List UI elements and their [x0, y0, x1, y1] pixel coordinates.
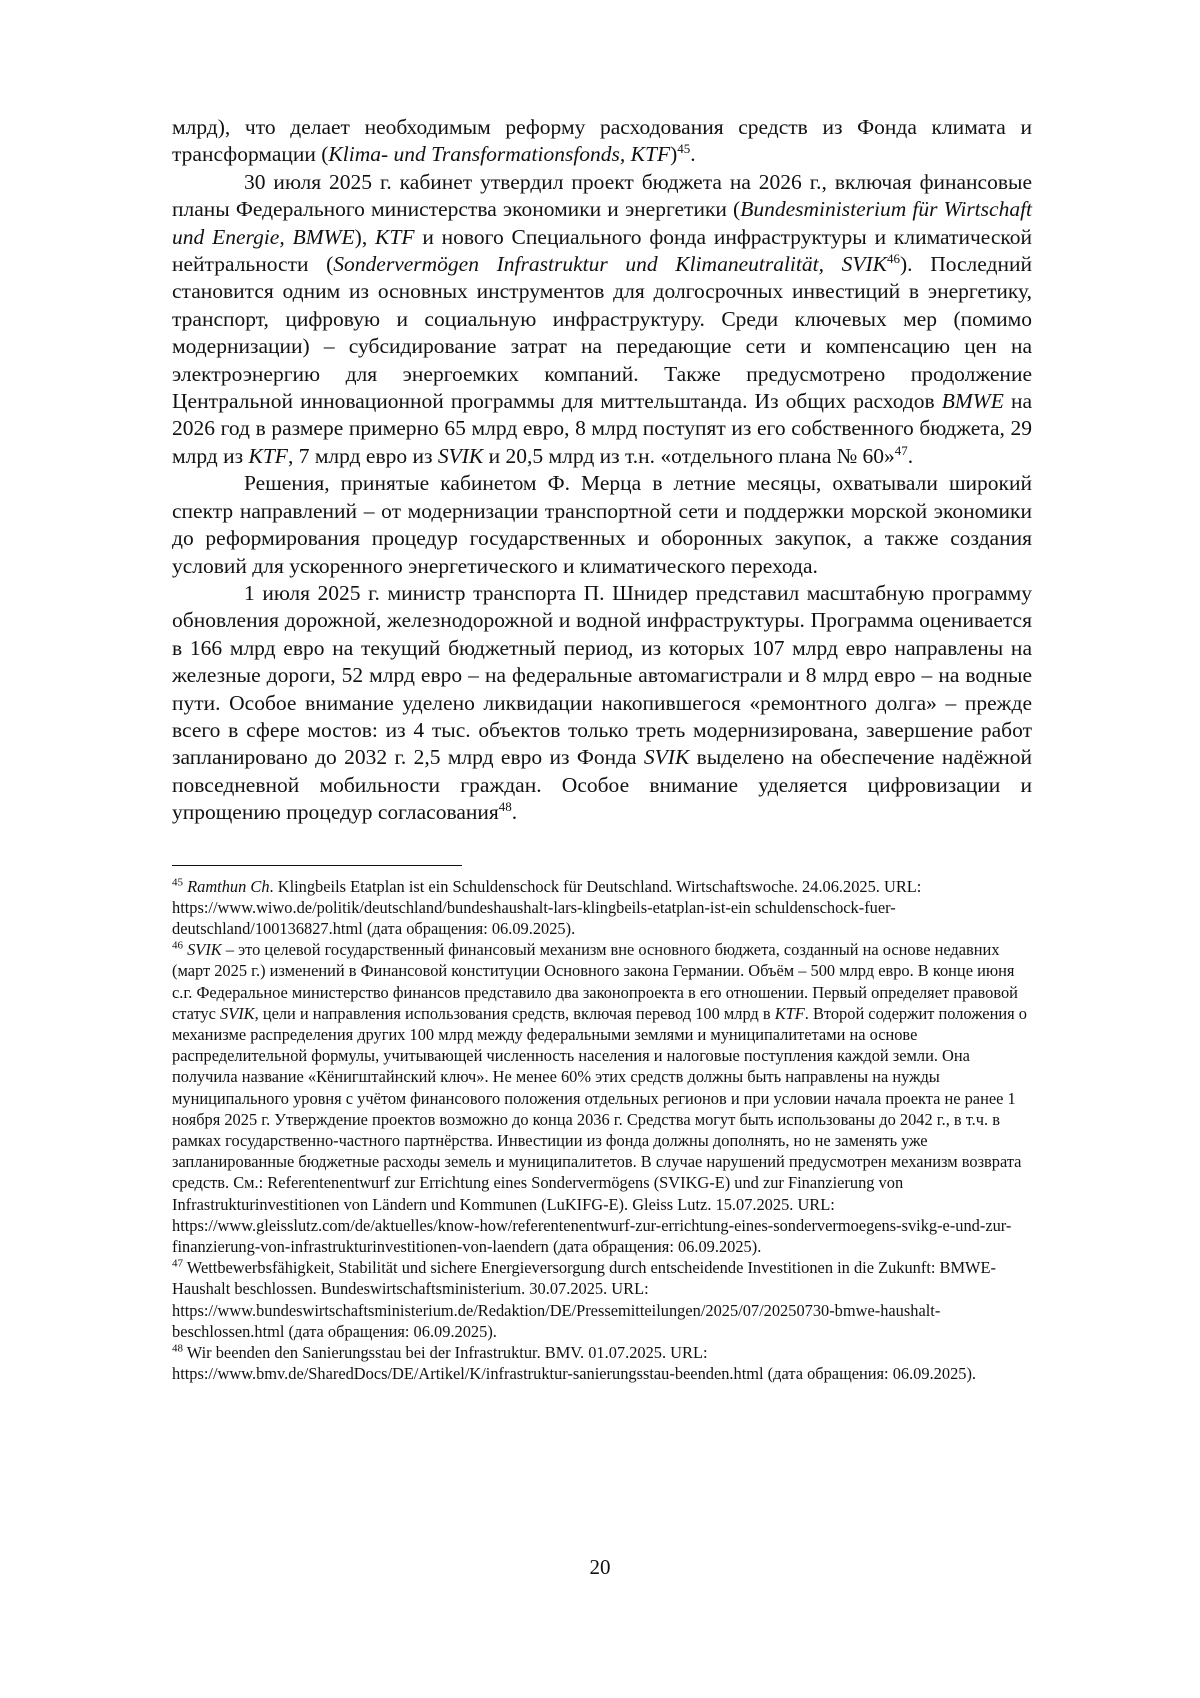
body-text	[172, 114, 1032, 827]
text-run: Wir beenden den Sanierungsstau bei der Infrastruktur. BMV. 01.07.2025. URL: https://www.bmv.de/SharedDocs/DE/Artikel/K/infrastruktur-sanierungsstau-beenden.html (дата обращения: 06.09.2025).	[172, 1343, 977, 1384]
text-run: ). Последний становится одним из основных инструментов для долгосрочных инвестиций в энергетику, транспорт, цифровую и социальную инфраструктуру. Среди ключевых мер (помимо модернизации) – субсидирование затрат на передающие сети и компенсацию цен на электроэнергию для энергоемких компаний. Также предусмотрено продолжение Центральной инновационной программы для миттельштанда. Из общих расходов	[172, 252, 1033, 414]
paragraph	[172, 169, 1032, 470]
text-run: и 20,5 млрд из т.н. «отдельного плана № 60»	[483, 443, 895, 468]
paragraph	[172, 470, 1032, 580]
footnote-marker: 45	[172, 876, 183, 889]
text-run: – это целевой государственный финансовый механизм вне основного бюджета, созданный на основе недавних (март 2025 г.) изменений в Финансовой конституции Основного закона Германии. Объём – 500 млрд евро. В конце июня с.г. Федеральное министерство финансов представило два законопроекта в его отношении. Первый определяет правовой статус	[172, 940, 1018, 1023]
footnote-marker: 48	[498, 799, 512, 814]
footnote-46	[172, 939, 1032, 1257]
text-run: . Второй содержит положения о механизме распределения других 100 млрд между федеральными землями и муниципалитетами на основе распределительной формулы, учитывающей численность населения и налоговые поступления каждой земли. Она получила название «Кёнигштайнский ключ». Не менее 60% этих средств должны быть направлены на нужды муниципального уровня с учётом финансового положения отдельных регионов и при условии начала проекта не ранее 1 ноября 2025 г. Утверждение проектов возможно до конца 2036 г. Средства могут быть использованы до 2042 г., в т.ч. в рамках государственно-частного партнёрства. Инвестиции из фонда должны дополнять, но не заменять уже запланированные бюджетные расходы земель и муниципалитетов. В случае нарушений предусмотрен механизм возврата средств. См.: Referentenentwurf zur Errichtung eines Sondervermögens (SVIKG-E) und zur Finanzierung von Infrastrukturinvestitionen von Ländern und Kommunen (LuKIFG-E). Gleiss Lutz. 15.07.2025. URL: https://www.gleisslutz.com/de/aktuelles/know-how/referentenentwurf-zur-errichtung-eines-sondervermoegens-svikg-e-und-zur-finanzierung-von-infrastrukturinvestitionen-von-laendern (дата обращения: 06.09.2025).	[172, 1003, 1027, 1257]
text-run: Решения, принятые кабинетом Ф. Мерца в летние месяцы, охватывали широкий спектр направлений – от модернизации транспортной сети и поддержки морской экономики до реформирования процедур государственных и оборонных закупок, а также создания условий для ускоренного энергетического и климатического перехода.	[172, 471, 1032, 578]
italic-term: KTF	[774, 1003, 805, 1023]
text-run: выделено на обеспечение надёжной повседневной мобильности граждан. Особое внимание уделяется цифровизации и упрощению процедур согласования	[172, 745, 1032, 825]
footnote-48	[172, 1342, 1032, 1384]
footnotes	[172, 876, 1032, 1385]
italic-term: SVIK	[187, 940, 222, 960]
text-run: и нового Специального фонда инфраструктуры и климатической нейтральности (	[172, 224, 1032, 277]
text-run: .	[511, 800, 518, 825]
text-run: ),	[354, 224, 376, 249]
text-run: Wettbewerbsfähigkeit, Stabilität und sichere Energieversorgung durch entscheidende Investitionen in die Zukunft: BMWE-Haushalt beschlossen. Bundeswirtschaftsministerium. 30.07.2025. URL: https://www.bundeswirtschaftsministerium.de/Redaktion/DE/Pressemitteilungen/2025/07/20250730-bmwe-haushalt-beschlossen.html (дата обращения: 06.09.2025).	[172, 1258, 996, 1341]
italic-term: Sondervermögen Infrastruktur und Klimaneutralität, SVIK	[333, 252, 888, 277]
paragraph	[172, 580, 1032, 827]
italic-term: Ramthun Ch	[187, 876, 270, 896]
text-run: млрд), что делает необходимым реформу расходования средств из Фонда климата и трансформации (	[172, 115, 1032, 167]
text-run: .	[690, 142, 696, 167]
italic-term: SVIK	[437, 443, 484, 468]
italic-term: BMWE	[941, 389, 1004, 414]
footnote-marker: 46	[887, 250, 901, 266]
document-page	[172, 114, 1032, 1384]
footnote-marker: 46	[172, 939, 183, 952]
italic-term: SVIK	[643, 745, 690, 770]
paragraph	[172, 114, 1032, 169]
footnote-separator	[172, 865, 462, 866]
text-run: , 7 млрд евро из	[287, 443, 438, 468]
text-run: . Klingbeils Etatplan ist ein Schuldenschock für Deutschland. Wirtschaftswoche. 24.06.2025. URL: https://www.wiwo.de/politik/deutschland/bundeshaushalt-lars-klingbeils-etatplan-ist-ein schuldenschock-fuer-deutschland/100136827.html (дата обращения: 06.09.2025).	[172, 876, 922, 938]
text-run: 1 июля 2025 г. министр транспорта П. Шнидер представил масштабную программу обновления дорожной, железнодорожной и водной инфраструктуры. Программа оценивается в 166 млрд евро на текущий бюджетный период, из которых 107 млрд евро направлены на железные дороги, 52 млрд евро – на федеральные автомагистрали и 8 млрд евро – на водные пути. Особое внимание уделено ликвидации накопившегося «ремонтного долга» – прежде всего в сфере мостов: из 4 тыс. объектов только треть модернизирована, завершение работ запланировано до 2032 г. 2,5 млрд евро из Фонда	[172, 580, 1032, 770]
text-run: 30 июля 2025 г. кабинет утвердил проект бюджета на 2026 г., включая финансовые планы Федерального министерства экономики и энергетики (	[172, 169, 1032, 222]
text-run: , цели и направления использования средств, включая перевод 100 млрд в	[254, 1003, 775, 1023]
text-run: )	[670, 142, 678, 167]
footnote-marker: 48	[172, 1342, 183, 1355]
italic-term: SVIK	[220, 1003, 255, 1023]
italic-term: Bundesministerium für Wirtschaft und Energie, BMWE	[172, 197, 1033, 249]
text-run: на 2026 год в размере примерно 65 млрд евро, 8 млрд поступят из его собственного бюджета, 29 млрд из	[172, 389, 1032, 468]
page-number: 20	[589, 1555, 611, 1579]
italic-term: KTF	[375, 224, 415, 249]
footnote-47	[172, 1257, 1032, 1342]
footnote-45	[172, 876, 1032, 940]
footnote-marker: 47	[172, 1257, 183, 1270]
text-run: .	[907, 443, 914, 468]
italic-term: KTF	[248, 443, 288, 468]
footnote-marker: 45	[677, 141, 691, 157]
italic-term: Klima- und Transformationsfonds, KTF	[328, 142, 671, 167]
footnote-marker: 47	[894, 442, 908, 458]
